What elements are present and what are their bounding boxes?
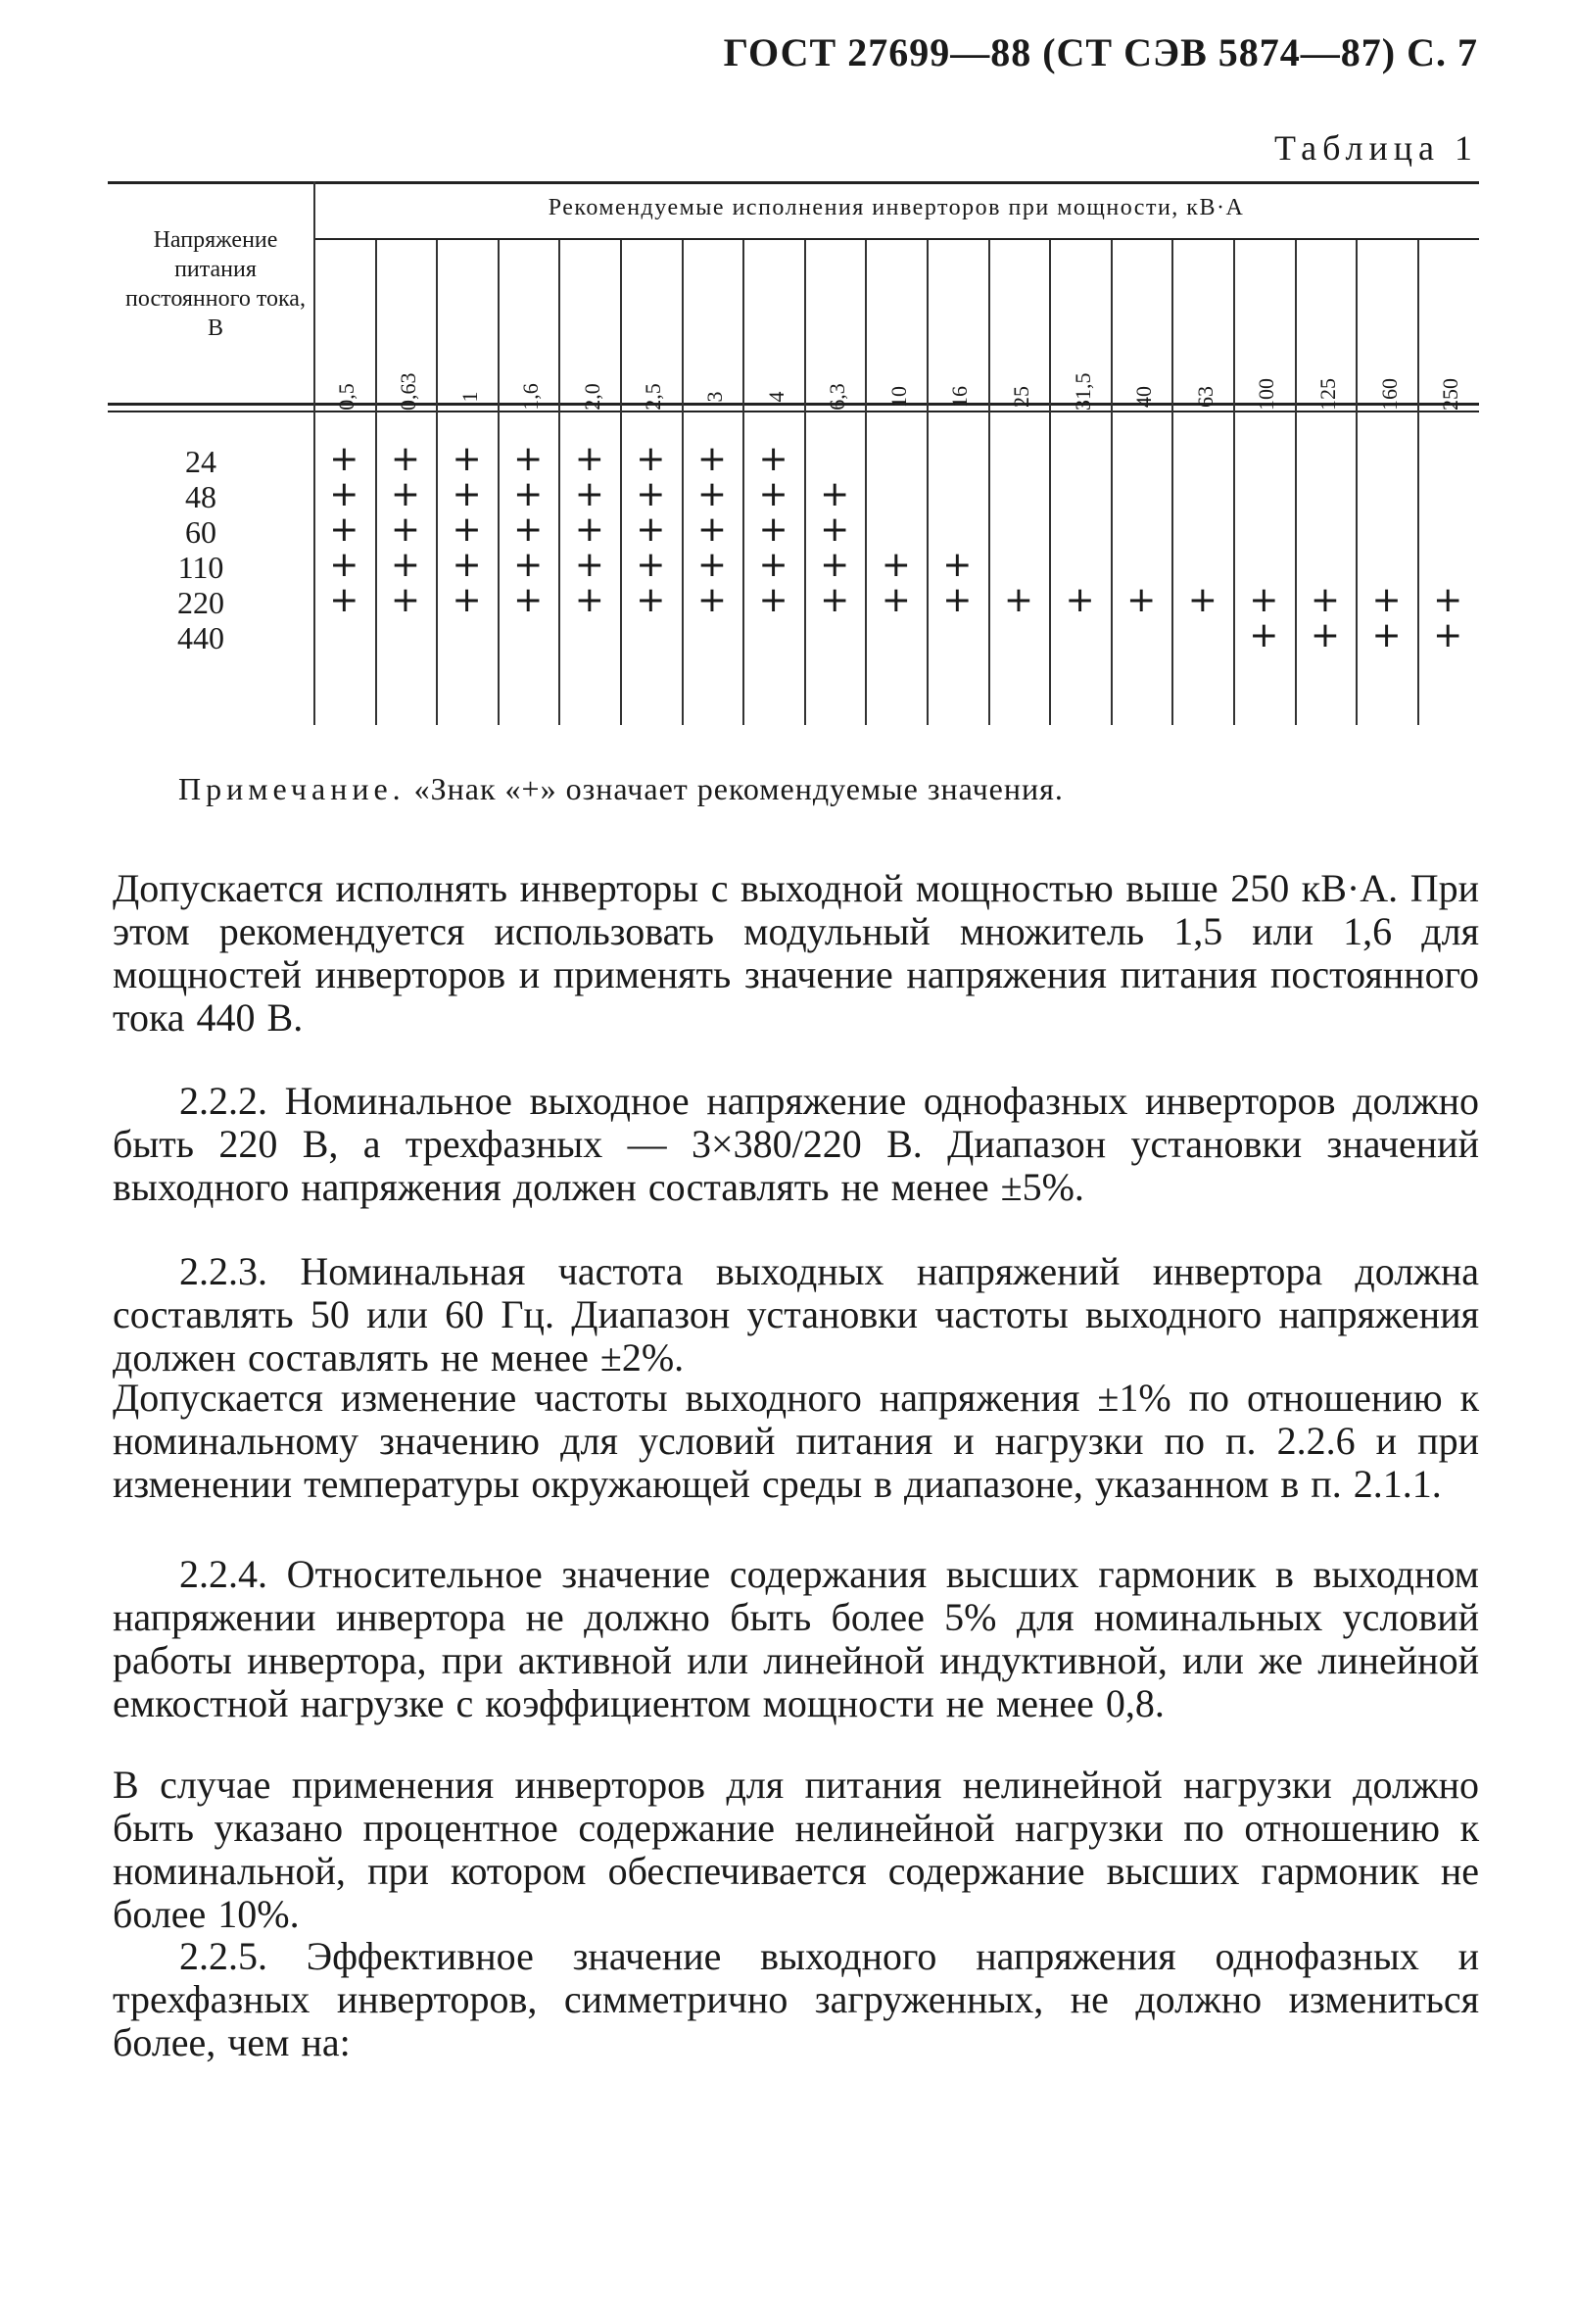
column-header: 6,3 xyxy=(825,383,850,411)
note-label: Примечание. xyxy=(178,771,406,806)
column-divider xyxy=(436,240,438,725)
column-divider xyxy=(1417,240,1419,725)
recommended-mark: + xyxy=(942,545,973,585)
recommended-mark: + xyxy=(1433,580,1463,620)
column-divider xyxy=(682,240,684,725)
stub-header: Напряжение питания постоянного тока, В xyxy=(125,227,306,341)
recommended-mark: + xyxy=(1249,615,1279,655)
recommended-mark: + xyxy=(1249,580,1279,620)
recommended-mark: + xyxy=(574,439,604,479)
recommended-mark: + xyxy=(452,509,482,550)
column-header: 100 xyxy=(1254,378,1279,411)
column-header: 0,5 xyxy=(334,383,359,411)
recommended-mark: + xyxy=(820,474,850,514)
voltage-row-label: 220 xyxy=(177,585,224,620)
voltage-row-label: 24 xyxy=(185,444,216,479)
recommended-mark: + xyxy=(881,580,911,620)
column-divider xyxy=(742,240,744,725)
recommended-mark: + xyxy=(758,439,788,479)
body-paragraph: 2.2.3. Номинальная частота выходных напряжений инвертора должна составлять 50 или 60 Гц. Диапазон установки частоты выходного напряжения должен составлять не менее ±2%. xyxy=(113,1249,1479,1380)
column-divider xyxy=(804,240,806,725)
recommended-mark: + xyxy=(1310,615,1341,655)
recommended-mark: + xyxy=(881,545,911,585)
recommended-mark: + xyxy=(636,474,666,514)
column-header: 4 xyxy=(763,391,788,403)
recommended-mark: + xyxy=(452,545,482,585)
recommended-mark: + xyxy=(574,545,604,585)
recommended-mark: + xyxy=(513,580,544,620)
recommended-mark: + xyxy=(1126,580,1157,620)
group-header: Рекомендуемые исполнения инверторов при мощности, кВ·А xyxy=(548,195,1245,220)
recommended-mark: + xyxy=(820,545,850,585)
column-divider xyxy=(620,240,622,725)
group-header-rule xyxy=(313,238,1479,240)
recommended-mark: + xyxy=(696,439,728,479)
recommended-mark: + xyxy=(574,509,604,550)
body-paragraph: Допускается исполнять инверторы с выходной мощностью выше 250 кВ·А. При этом рекомендуется использовать модульный множитель 1,5 или 1,6 для мощностей инверторов и применять значение напряжения питания постоянного тока 440 В. xyxy=(113,866,1479,1040)
column-header: 0,63 xyxy=(395,372,420,411)
column-header: 10 xyxy=(885,386,911,408)
recommended-mark: + xyxy=(390,509,421,550)
recommended-mark: + xyxy=(390,439,421,479)
column-divider xyxy=(927,240,929,725)
recommended-mark: + xyxy=(513,509,544,550)
column-divider xyxy=(558,240,560,725)
recommended-mark: + xyxy=(1371,580,1402,620)
column-header: 2,5 xyxy=(641,383,666,411)
recommended-mark: + xyxy=(696,545,728,585)
column-divider xyxy=(1233,240,1235,725)
recommended-mark: + xyxy=(696,580,728,620)
recommended-mark: + xyxy=(696,474,728,514)
recommended-mark: + xyxy=(452,439,482,479)
voltage-row-label: 60 xyxy=(185,514,216,550)
column-divider xyxy=(1171,240,1173,725)
recommended-mark: + xyxy=(1065,580,1095,620)
voltage-row-label: 48 xyxy=(185,479,216,514)
recommended-mark: + xyxy=(513,474,544,514)
recommended-mark: + xyxy=(636,580,666,620)
table-note xyxy=(178,771,1064,807)
recommended-mark: + xyxy=(758,509,788,550)
recommended-mark: + xyxy=(329,545,359,585)
recommended-mark: + xyxy=(820,509,850,550)
recommended-mark: + xyxy=(329,580,359,620)
column-header: 125 xyxy=(1314,378,1340,411)
column-header: 250 xyxy=(1438,378,1463,411)
column-header: 1,6 xyxy=(518,383,544,411)
recommended-mark: + xyxy=(1371,615,1402,655)
note-text: «Знак «+» означает рекомендуемые значения. xyxy=(413,771,1064,806)
table-caption: Таблица 1 xyxy=(1274,128,1478,168)
column-header: 160 xyxy=(1376,378,1402,411)
recommended-mark: + xyxy=(942,580,973,620)
recommended-mark: + xyxy=(513,439,544,479)
column-divider xyxy=(1049,240,1051,725)
recommended-mark: + xyxy=(636,509,666,550)
column-divider xyxy=(375,240,377,725)
recommended-mark: + xyxy=(1433,615,1463,655)
column-header: 16 xyxy=(947,386,973,408)
recommended-mark: + xyxy=(758,474,788,514)
body-paragraph: 2.2.2. Номинальное выходное напряжение однофазных инверторов должно быть 220 В, а трехфазных — 3×380/220 В. Диапазон установки значений выходного напряжения должен составлять не менее ±5%. xyxy=(113,1079,1479,1209)
body-paragraph: Допускается изменение частоты выходного напряжения ±1% по отношению к номинальному значению для условий питания и нагрузки по п. 2.2.6 и при изменении температуры окружающей среды в диапазоне, указанном в п. 2.1.1. xyxy=(113,1376,1479,1506)
column-divider xyxy=(498,240,500,725)
body-paragraph: 2.2.4. Относительное значение содержания высших гармоник в выходном напряжении инвертора не должно быть более 5% для номинальных условий работы инвертора, при активной или линейной индуктивной, или же линейной емкостной нагрузке с коэффициентом мощности не менее 0,8. xyxy=(113,1552,1479,1725)
recommended-mark: + xyxy=(329,509,359,550)
recommended-mark: + xyxy=(390,580,421,620)
recommended-mark: + xyxy=(513,545,544,585)
column-header: 31,5 xyxy=(1070,372,1095,411)
recommended-mark: + xyxy=(696,509,728,550)
recommended-mark: + xyxy=(636,439,666,479)
column-header: 25 xyxy=(1008,386,1033,408)
column-header: 3 xyxy=(701,391,727,403)
recommended-mark: + xyxy=(329,474,359,514)
recommended-mark: + xyxy=(1187,580,1218,620)
voltage-row-label: 110 xyxy=(177,550,224,585)
recommended-mark: + xyxy=(329,439,359,479)
recommended-mark: + xyxy=(390,474,421,514)
column-divider xyxy=(1111,240,1113,725)
body-paragraph: 2.2.5. Эффективное значение выходного напряжения однофазных и трехфазных инверторов, симметрично загруженных, не должно измениться более, чем на: xyxy=(113,1934,1479,2064)
voltage-row-label: 440 xyxy=(177,620,224,655)
recommended-mark: + xyxy=(1003,580,1034,620)
recommended-mark: + xyxy=(452,580,482,620)
column-divider xyxy=(865,240,867,725)
column-header: 40 xyxy=(1131,386,1157,408)
page-header: ГОСТ 27699—88 (СТ СЭВ 5874—87) С. 7 xyxy=(723,30,1478,74)
body-paragraph: В случае применения инверторов для питания нелинейной нагрузки должно быть указано процентное содержание нелинейной нагрузки по отношению к номинальной, при котором обеспечивается содержание высших гармоник не более 10%. xyxy=(113,1763,1479,1936)
column-header: 1 xyxy=(456,391,482,403)
column-divider xyxy=(1356,240,1358,725)
column-header: 63 xyxy=(1192,386,1218,408)
recommended-mark: + xyxy=(390,545,421,585)
column-divider xyxy=(988,240,990,725)
stub-divider xyxy=(313,181,315,725)
column-divider xyxy=(1295,240,1297,725)
recommended-mark: + xyxy=(574,474,604,514)
recommended-mark: + xyxy=(452,474,482,514)
column-header: 2,0 xyxy=(579,383,604,411)
recommended-mark: + xyxy=(574,580,604,620)
recommended-mark: + xyxy=(758,580,788,620)
recommended-mark: + xyxy=(758,545,788,585)
recommended-mark: + xyxy=(1310,580,1341,620)
power-voltage-table xyxy=(108,181,1479,725)
recommended-mark: + xyxy=(820,580,850,620)
recommended-mark: + xyxy=(636,545,666,585)
